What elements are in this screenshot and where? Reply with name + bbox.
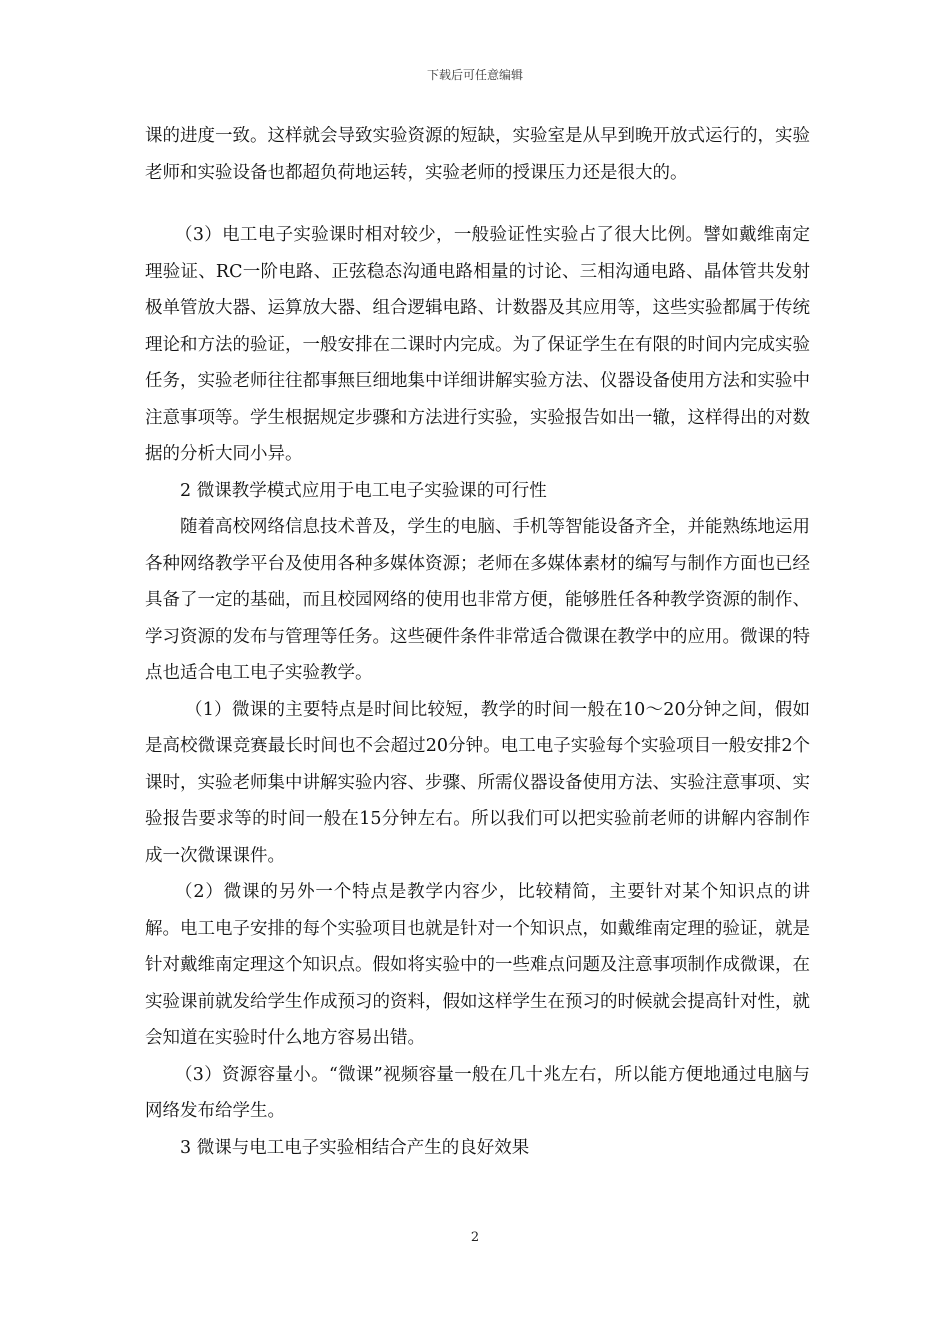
paragraph-item-3-capacity: （3）资源容量小。“微课”视频容量一般在几十兆左右，所以能方便地通过电脑与网络发布给学生。 [145, 1064, 810, 1121]
document-body [145, 118, 810, 1166]
paragraph-item-3-verification: （3）电工电子实验课时相对较少，一般验证性实验占了很大比例。譬如戴维南定理验证、RC一阶电路、正弦稳态沟通电路相量的讨论、三相沟通电路、晶体管共发射极单管放大器、运算放大器、组合逻辑电路、计数器及其应用等，这些实验都属于传统理论和方法的验证，一般安排在二课时内完成。为了保证学生在有限的时间内完成实验任务，实验老师往往都事無巨细地集中详细讲解实验方法、仪器设备使用方法和实验中注意事项等。学生根据规定步骤和方法进行实验，实验报告如出一辙，这样得出的对数据的分析大同小异。 [145, 225, 810, 464]
paragraph-feasibility: 随着高校网络信息技术普及，学生的电脑、手机等智能设备齐全，并能熟练地运用各种网络教学平台及使用各种多媒体资源；老师在多媒体素材的编写与制作方面也已经具备了一定的基础，而且校园网络的使用也非常方便，能够胜任各种教学资源的制作、学习资源的发布与管理等任务。这些硬件条件非常适合微课在教学中的应用。微课的特点也适合电工电子实验教学。 [145, 517, 810, 683]
paragraph-gap [145, 191, 810, 217]
section-heading-3: 3 微课与电工电子实验相结合产生的良好效果 [180, 1137, 530, 1158]
paragraph-continuation: 课的进度一致。这样就会导致实验资源的短缺，实验室是从早到晚开放式运行的，实验老师和实验设备也都超负荷地运转，实验老师的授课压力还是很大的。 [145, 126, 810, 183]
section-heading-2: 2 微课教学模式应用于电工电子实验课的可行性 [180, 480, 547, 501]
paragraph-item-2-content: （2）微课的另外一个特点是教学内容少，比较精简，主要针对某个知识点的讲解。电工电子安排的每个实验项目也就是针对一个知识点，如戴维南定理的验证，就是针对戴维南定理这个知识点。假如将实验中的一些难点问题及注意事项制作成微课，在实验课前就发给学生作成预习的资料，假如这样学生在预习的时候就会提高针对性，就会知道在实验时什么地方容易出错。 [145, 882, 810, 1048]
paragraph-item-1-time: （1）微课的主要特点是时间比较短，教学的时间一般在10～20分钟之间，假如是高校微课竞赛最长时间也不会超过20分钟。电工电子实验每个实验项目一般安排2个课时，实验老师集中讲解实验内容、步骤、所需仪器设备使用方法、实验注意事项、实验报告要求等的时间一般在15分钟左右。所以我们可以把实验前老师的讲解内容制作成一次微课课件。 [145, 699, 810, 866]
page-header: 下载后可任意编辑 [426, 68, 523, 82]
page-number: 2 [470, 1230, 480, 1245]
